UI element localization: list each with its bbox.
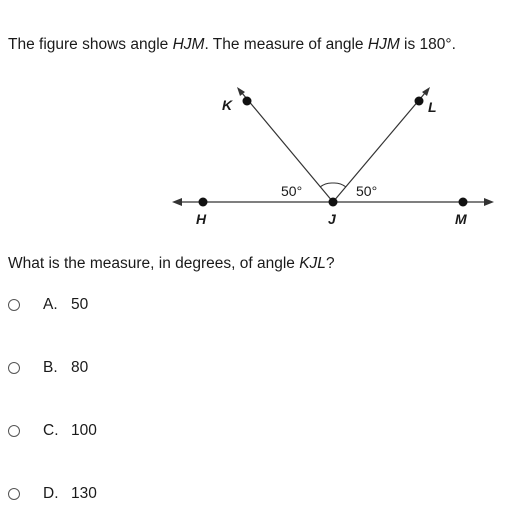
arrow-left — [172, 198, 182, 206]
question-text-2: ? — [325, 255, 335, 272]
point-h — [199, 198, 208, 207]
angle-arc-left — [320, 183, 333, 187]
choice-d[interactable] — [8, 483, 97, 505]
choice-b[interactable] — [8, 357, 88, 379]
choice-a-letter: A. — [43, 296, 58, 313]
choice-d-value: 130 — [71, 485, 97, 502]
angle-name-hjm: HJM — [172, 36, 205, 53]
choice-a[interactable] — [8, 294, 88, 316]
label-h: H — [196, 211, 207, 227]
angle-label-left: 50° — [281, 183, 303, 199]
intro-text-2: . The measure of angle — [204, 36, 368, 53]
angle-label-right: 50° — [356, 183, 378, 199]
choice-b-value: 80 — [71, 359, 89, 376]
point-k — [243, 97, 252, 106]
ray-jl — [333, 93, 425, 202]
point-j — [329, 198, 338, 207]
choice-b-letter: B. — [43, 359, 58, 376]
question-text-1: What is the measure, in degrees, of angle — [8, 255, 300, 272]
choice-c-value: 100 — [71, 422, 97, 439]
choice-c[interactable] — [8, 420, 97, 442]
choice-d-letter: D. — [43, 485, 59, 502]
label-k: K — [222, 97, 233, 113]
intro-text-1: The figure shows angle — [8, 36, 173, 53]
angle-arc-right — [333, 183, 346, 187]
question-text — [8, 255, 335, 273]
label-l: L — [428, 99, 437, 115]
choice-a-value: 50 — [71, 296, 89, 313]
intro-text-3: is 180°. — [399, 36, 456, 53]
angle-name-kjl: KJL — [299, 255, 326, 272]
angle-figure — [0, 0, 517, 250]
label-m: M — [455, 211, 467, 227]
choice-c-letter: C. — [43, 422, 59, 439]
angle-name-hjm-repeat: HJM — [367, 36, 400, 53]
arrow-right — [484, 198, 494, 206]
radio-a[interactable] — [8, 299, 20, 311]
point-m — [459, 198, 468, 207]
radio-d[interactable] — [8, 488, 20, 500]
radio-c[interactable] — [8, 425, 20, 437]
point-l — [415, 97, 424, 106]
label-j: J — [328, 211, 336, 227]
radio-b[interactable] — [8, 362, 20, 374]
